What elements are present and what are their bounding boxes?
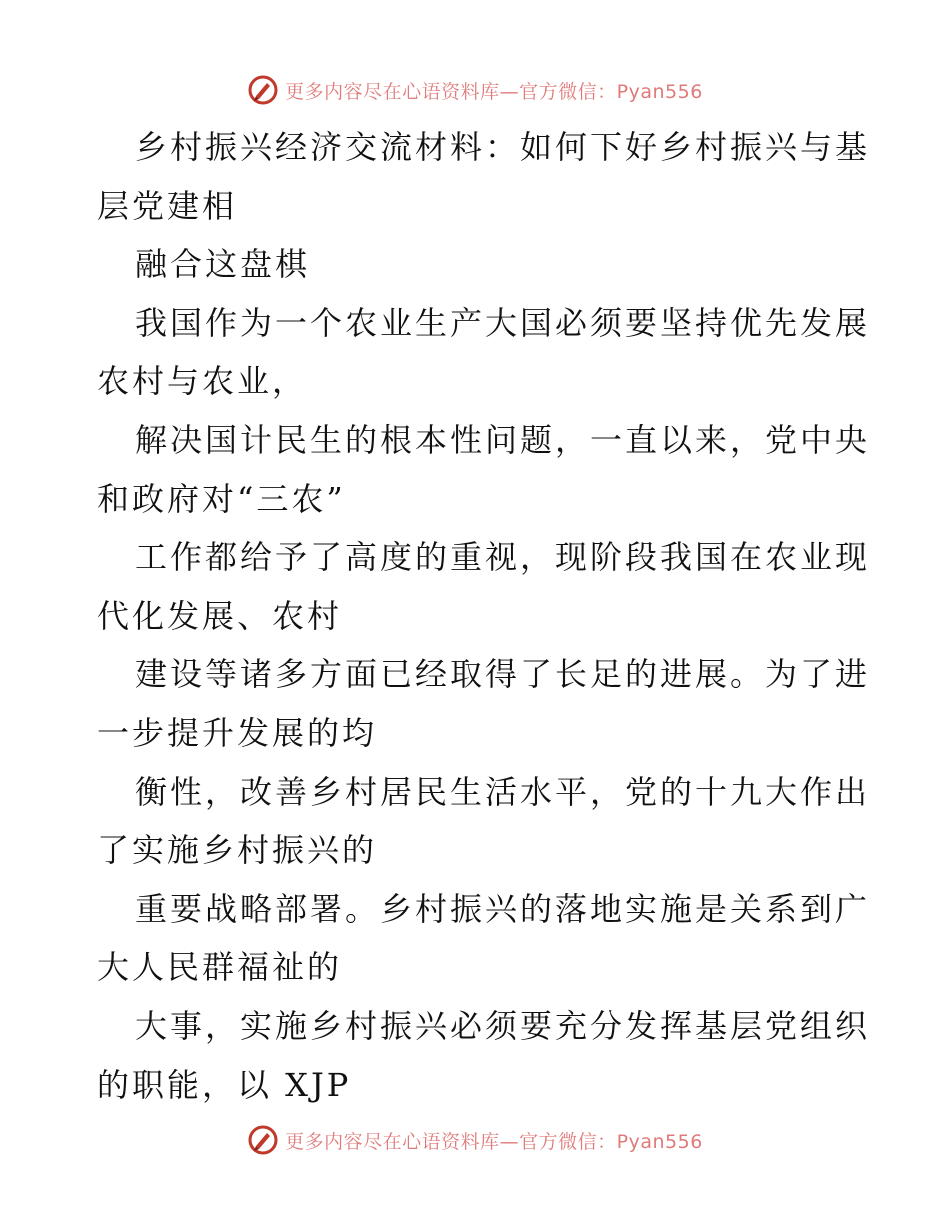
text-line: 解决国计民生的根本性问题，一直以来，党中央 [135, 420, 871, 459]
text-line: 融合这盘棋 [135, 245, 311, 284]
text-line: 衡性，改善乡村居民生活水平，党的十九大作出 [135, 772, 871, 811]
text-line: 大人民群福祉的 [97, 948, 343, 987]
header-watermark-text: 更多内容尽在心语资料库—官方微信：Pyan556 [285, 80, 703, 103]
text-line: 大事，实施乡村振兴必须要充分发挥基层党组织 [135, 1006, 871, 1045]
footer-watermark [0, 1120, 950, 1160]
text-line: 工作都给予了高度的重视，现阶段我国在农业现 [135, 538, 871, 577]
text-line: 重要战略部署。乡村振兴的落地实施是关系到广 [135, 889, 871, 928]
text-line: 一步提升发展的均 [97, 713, 378, 752]
text-line: 层党建相 [97, 186, 238, 225]
text-line: 我国作为一个农业生产大国必须要坚持优先发展 [135, 303, 871, 342]
pen-seal-logo-icon [247, 1124, 279, 1156]
text-line: 农村与农业， [97, 362, 308, 401]
header-watermark [0, 70, 950, 110]
text-line: 乡村振兴经济交流材料：如何下好乡村振兴与基 [135, 128, 871, 166]
pen-seal-logo-icon [247, 74, 279, 106]
document-body [97, 118, 871, 1114]
text-line: 和政府对“三农” [97, 479, 346, 518]
text-line: 了实施乡村振兴的 [97, 831, 378, 870]
text-line: 代化发展、农村 [97, 596, 343, 635]
text-line: 的职能，以 XJP [97, 1065, 352, 1104]
text-line: 建设等诸多方面已经取得了长足的进展。为了进 [135, 655, 871, 694]
footer-watermark-text: 更多内容尽在心语资料库—官方微信：Pyan556 [285, 1130, 703, 1153]
